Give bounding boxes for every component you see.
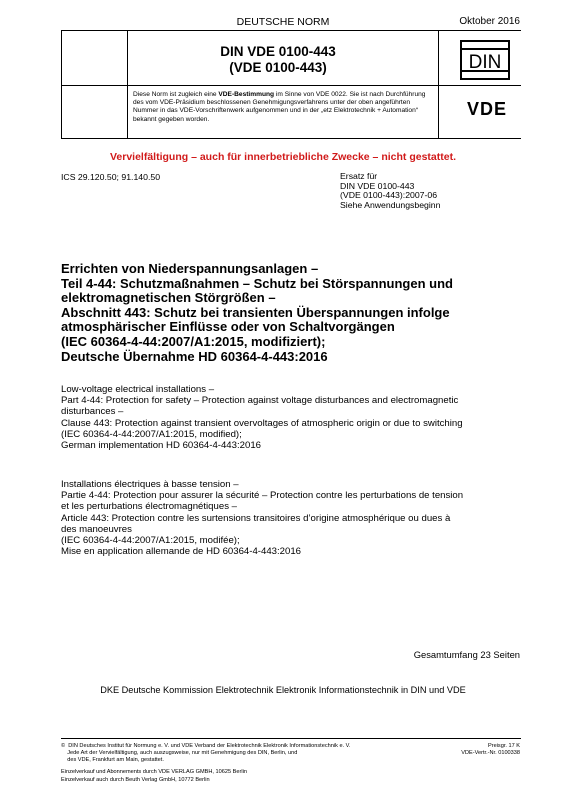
french-title-line: (IEC 60364-4-44:2007/A1:2015, modifée); xyxy=(61,535,240,547)
notice-box-bottom-rule xyxy=(61,138,521,139)
reproduction-warning: Vervielfältigung – auch für innerbetriebliche Zwecke – nicht gestattet. xyxy=(109,151,456,163)
french-title-line: des manoeuvres xyxy=(61,523,132,535)
document-number-vde: (VDE 0100-443) xyxy=(229,60,327,75)
german-title-line: elektromagnetischen Störgrößen – xyxy=(61,290,276,306)
french-title-line: Mise en application allemande de HD 60364-4-443:2016 xyxy=(61,546,302,558)
title-box-bottom-rule xyxy=(61,85,521,86)
replacement-info xyxy=(340,172,440,210)
frame-inner-right-rule xyxy=(438,30,439,138)
english-title-line: Low-voltage electrical installations – xyxy=(61,384,215,395)
document-number-din: DIN VDE 0100-443 xyxy=(220,44,336,59)
sales-line: Einzelverkauf auch durch Beuth Verlag GmbH, 10772 Berlin xyxy=(61,777,210,784)
french-title-line: et les perturbations électromagnétiques – xyxy=(61,501,237,513)
replacement-line: Siehe Anwendungsbeginn xyxy=(340,199,441,210)
german-title-line: Deutsche Übernahme HD 60364-4-443:2016 xyxy=(61,348,328,364)
din-logo xyxy=(460,40,510,80)
german-title-line: Abschnitt 443: Schutz bei transienten Überspannungen infolge xyxy=(61,304,450,320)
german-title-line: atmosphärischer Einflüsse oder von Schaltvorgängen xyxy=(61,319,395,335)
french-title-line: Partie 4-44: Protection pour assurer la sécurité – Protection contre les perturbations de tension xyxy=(61,490,464,502)
replacement-line: Ersatz für xyxy=(340,171,378,181)
copyright-line: des VDE, Frankfurt am Main, gestattet. xyxy=(61,756,164,763)
sales-info xyxy=(61,768,247,785)
copyright-line: Jede Art der Vervielfältigung, auch auszugsweise, nur mit Genehmigung des DIN, Berlin, und xyxy=(61,749,298,756)
english-title xyxy=(61,384,526,451)
german-title-line: Teil 4-44: Schutzmaßnahmen – Schutz bei Störspannungen und xyxy=(61,275,453,291)
footer-rule xyxy=(61,738,521,739)
vde-notice-bold: VDE-Bestimmung xyxy=(218,91,275,98)
dke-line: DKE Deutsche Kommission Elektrotechnik Elektronik Informationstechnik in DIN und VDE xyxy=(100,685,466,695)
ics-code: ICS 29.120.50; 91.140.50 xyxy=(61,172,161,182)
document-number xyxy=(118,44,438,76)
frame-left-rule xyxy=(61,30,62,138)
english-title-line: disturbances – xyxy=(61,406,124,418)
vde-notice-part2: im Sinne von VDE 0022. Sie ist nach Durchführung des vom VDE-Präsidium beschlossenen Genehmigungsverfahrens unter der oben angeführten Nummer in das VDE-Vorschriftenwerk aufgenommen und in der „etz Elektrotechnik + Automation“ bekannt gegeben worden. xyxy=(133,91,426,123)
vde-logo: VDE xyxy=(466,99,507,119)
french-title-line: Article 443: Protection contre les surtensions transitoires d’origine atmosphérique ou dues à xyxy=(61,512,451,524)
english-title-line: (IEC 60364-4-44:2007/A1:2015, modified); xyxy=(61,428,242,440)
vde-notice-part1: Diese Norm ist zugleich eine xyxy=(133,91,219,98)
vde-notice xyxy=(133,91,433,124)
header-rule xyxy=(61,30,521,31)
vde-order-number: VDE-Vertr.-Nr. 0100338 xyxy=(461,749,520,756)
din-logo-text: DIN xyxy=(468,52,502,73)
english-title-line: Part 4-44: Protection for safety – Protection against voltage disturbances and electromagnetic xyxy=(61,395,459,407)
issue-date: Oktober 2016 xyxy=(459,16,520,27)
french-title xyxy=(61,479,526,557)
replacement-line: (VDE 0100-443):2007-06 xyxy=(340,190,438,201)
english-title-line: Clause 443: Protection against transient overvoltages of atmospheric origin or due to switching xyxy=(61,417,463,429)
total-pages: Gesamtumfang 23 Seiten xyxy=(413,649,520,660)
copyright-notice xyxy=(61,743,406,764)
german-title-line: Errichten von Niederspannungsanlagen – xyxy=(61,261,319,276)
sales-line: Einzelverkauf und Abonnements durch VDE VERLAG GMBH, 10625 Berlin xyxy=(61,769,247,775)
norm-type-label: DEUTSCHE NORM xyxy=(236,16,330,28)
replacement-line: DIN VDE 0100-443 xyxy=(340,180,415,191)
price-info xyxy=(461,743,520,757)
german-title-line: (IEC 60364-4-44:2007/A1:2015, modifiziert); xyxy=(61,333,326,349)
english-title-line: German implementation HD 60364-4-443:2016 xyxy=(61,440,261,452)
french-title-line: Installations électriques à basse tension – xyxy=(61,479,239,490)
german-title xyxy=(61,262,521,364)
price-group: Preisgr. 17 K xyxy=(487,743,520,749)
copyright-line: © DIN Deutsches Institut für Normung e. V. und VDE Verband der Elektrotechnik Elektronik Informationstechnik e. V. xyxy=(61,743,351,749)
